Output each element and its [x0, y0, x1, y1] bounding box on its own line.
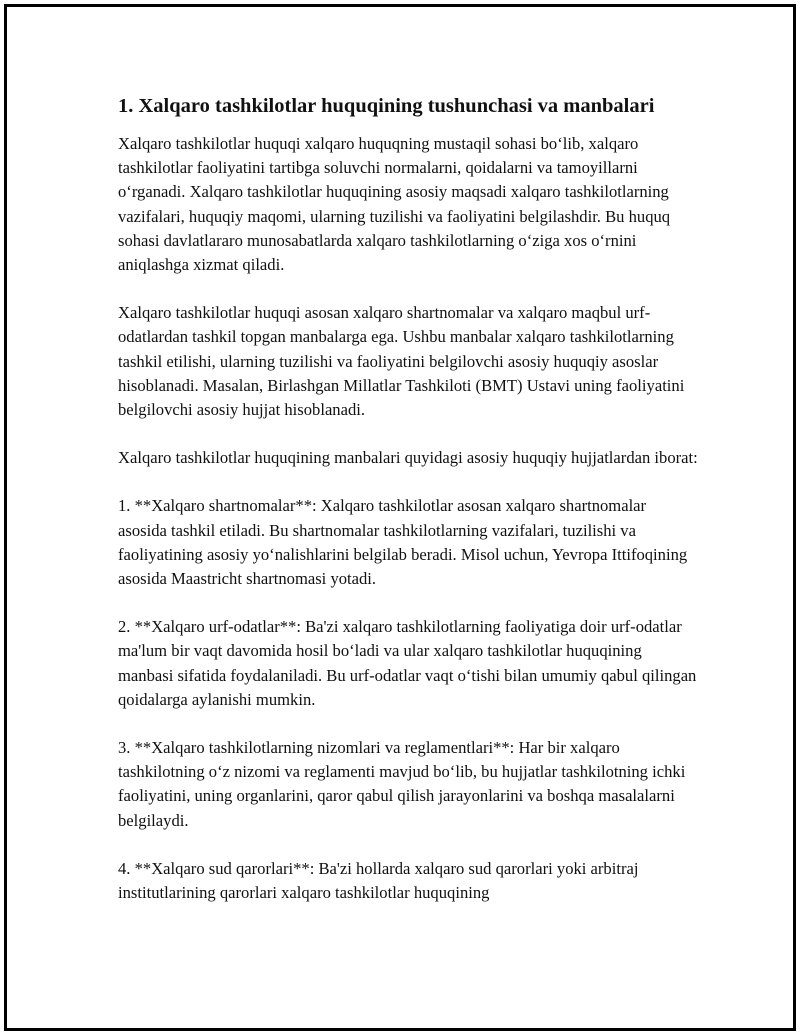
list-item-court-decisions: 4. **Xalqaro sud qarorlari**: Ba'zi hollarda xalqaro sud qarorlari yoki arbitraj institutlarining qarorlari xalqaro tashkilotlar huquqining	[118, 858, 639, 903]
list-item-treaties: 1. **Xalqaro shartnomalar**: Xalqaro tashkilotlar asosan xalqaro shartnomalar asosida tashkil etiladi. Bu shartnomalar tashkilotlarning vazifalari, tuzilishi va faoliyatining asosiy yo‘nalishlarini belgilab beradi. Misol uchun, Yevropa Ittifoqining asosida Maastricht shartnomasi yotadi.	[118, 496, 688, 589]
list-item-customs: 2. **Xalqaro urf-odatlar**: Ba'zi xalqaro tashkilotlarning faoliyatiga doir urf-odatlar ma'lum bir vaqt davomida hosil bo‘ladi va ular xalqaro tashkilotlar huquqining manbasi sifatida foydalaniladi. Bu urf-odatlar vaqt o‘tishi bilan umumiy qabul qilingan qoidalarga aylanishi mumkin.	[118, 617, 697, 709]
document-title: 1. Xalqaro tashkilotlar huquqining tushunchasi va manbalari	[118, 95, 655, 117]
list-item-statutes: 3. **Xalqaro tashkilotlarning nizomlari va reglamentlari**: Har bir xalqaro tashkilotning o‘z nizomi va reglamenti mavjud bo‘lib, bu hujjatlar tashkilotning ichki faoliyatini, uning organlarini, qaror qabul qilish jarayonlarini va boshqa masalalarni belgilaydi.	[118, 738, 686, 830]
paragraph-intro: Xalqaro tashkilotlar huquqi xalqaro huquqning mustaqil sohasi bo‘lib, xalqaro tashkilotlar faoliyatini tartibga soluvchi normalarni, qoidalarni va tamoyillarni o‘rganadi. Xalqaro tashkilotlar huquqining asosiy maqsadi xalqaro tashkilotlarning vazifalari, huquqiy maqomi, ularning tuzilishi va faoliyatini belgilashdir. Bu huquq sohasi davlatlararo munosabatlarda xalqaro tashkilotlarning o‘ziga xos o‘rnini aniqlashga xizmat qiladi.	[118, 134, 671, 275]
document-body	[118, 92, 698, 929]
paragraph-sources-overview: Xalqaro tashkilotlar huquqi asosan xalqaro shartnomalar va xalqaro maqbul urf-odatlardan tashkil topgan manbalarga ega. Ushbu manbalar xalqaro tashkilotlarning tashkil etilishi, ularning tuzilishi va faoliyatini belgilovchi asosiy huquqiy asoslar hisoblanadi. Masalan, Birlashgan Millatlar Tashkiloti (BMT) Ustavi uning faoliyatini belgilovchi asosiy hujjat hisoblanadi.	[118, 303, 685, 420]
paragraph-sources-list-intro: Xalqaro tashkilotlar huquqining manbalari quyidagi asosiy huquqiy hujjatlardan iborat:	[118, 448, 698, 468]
